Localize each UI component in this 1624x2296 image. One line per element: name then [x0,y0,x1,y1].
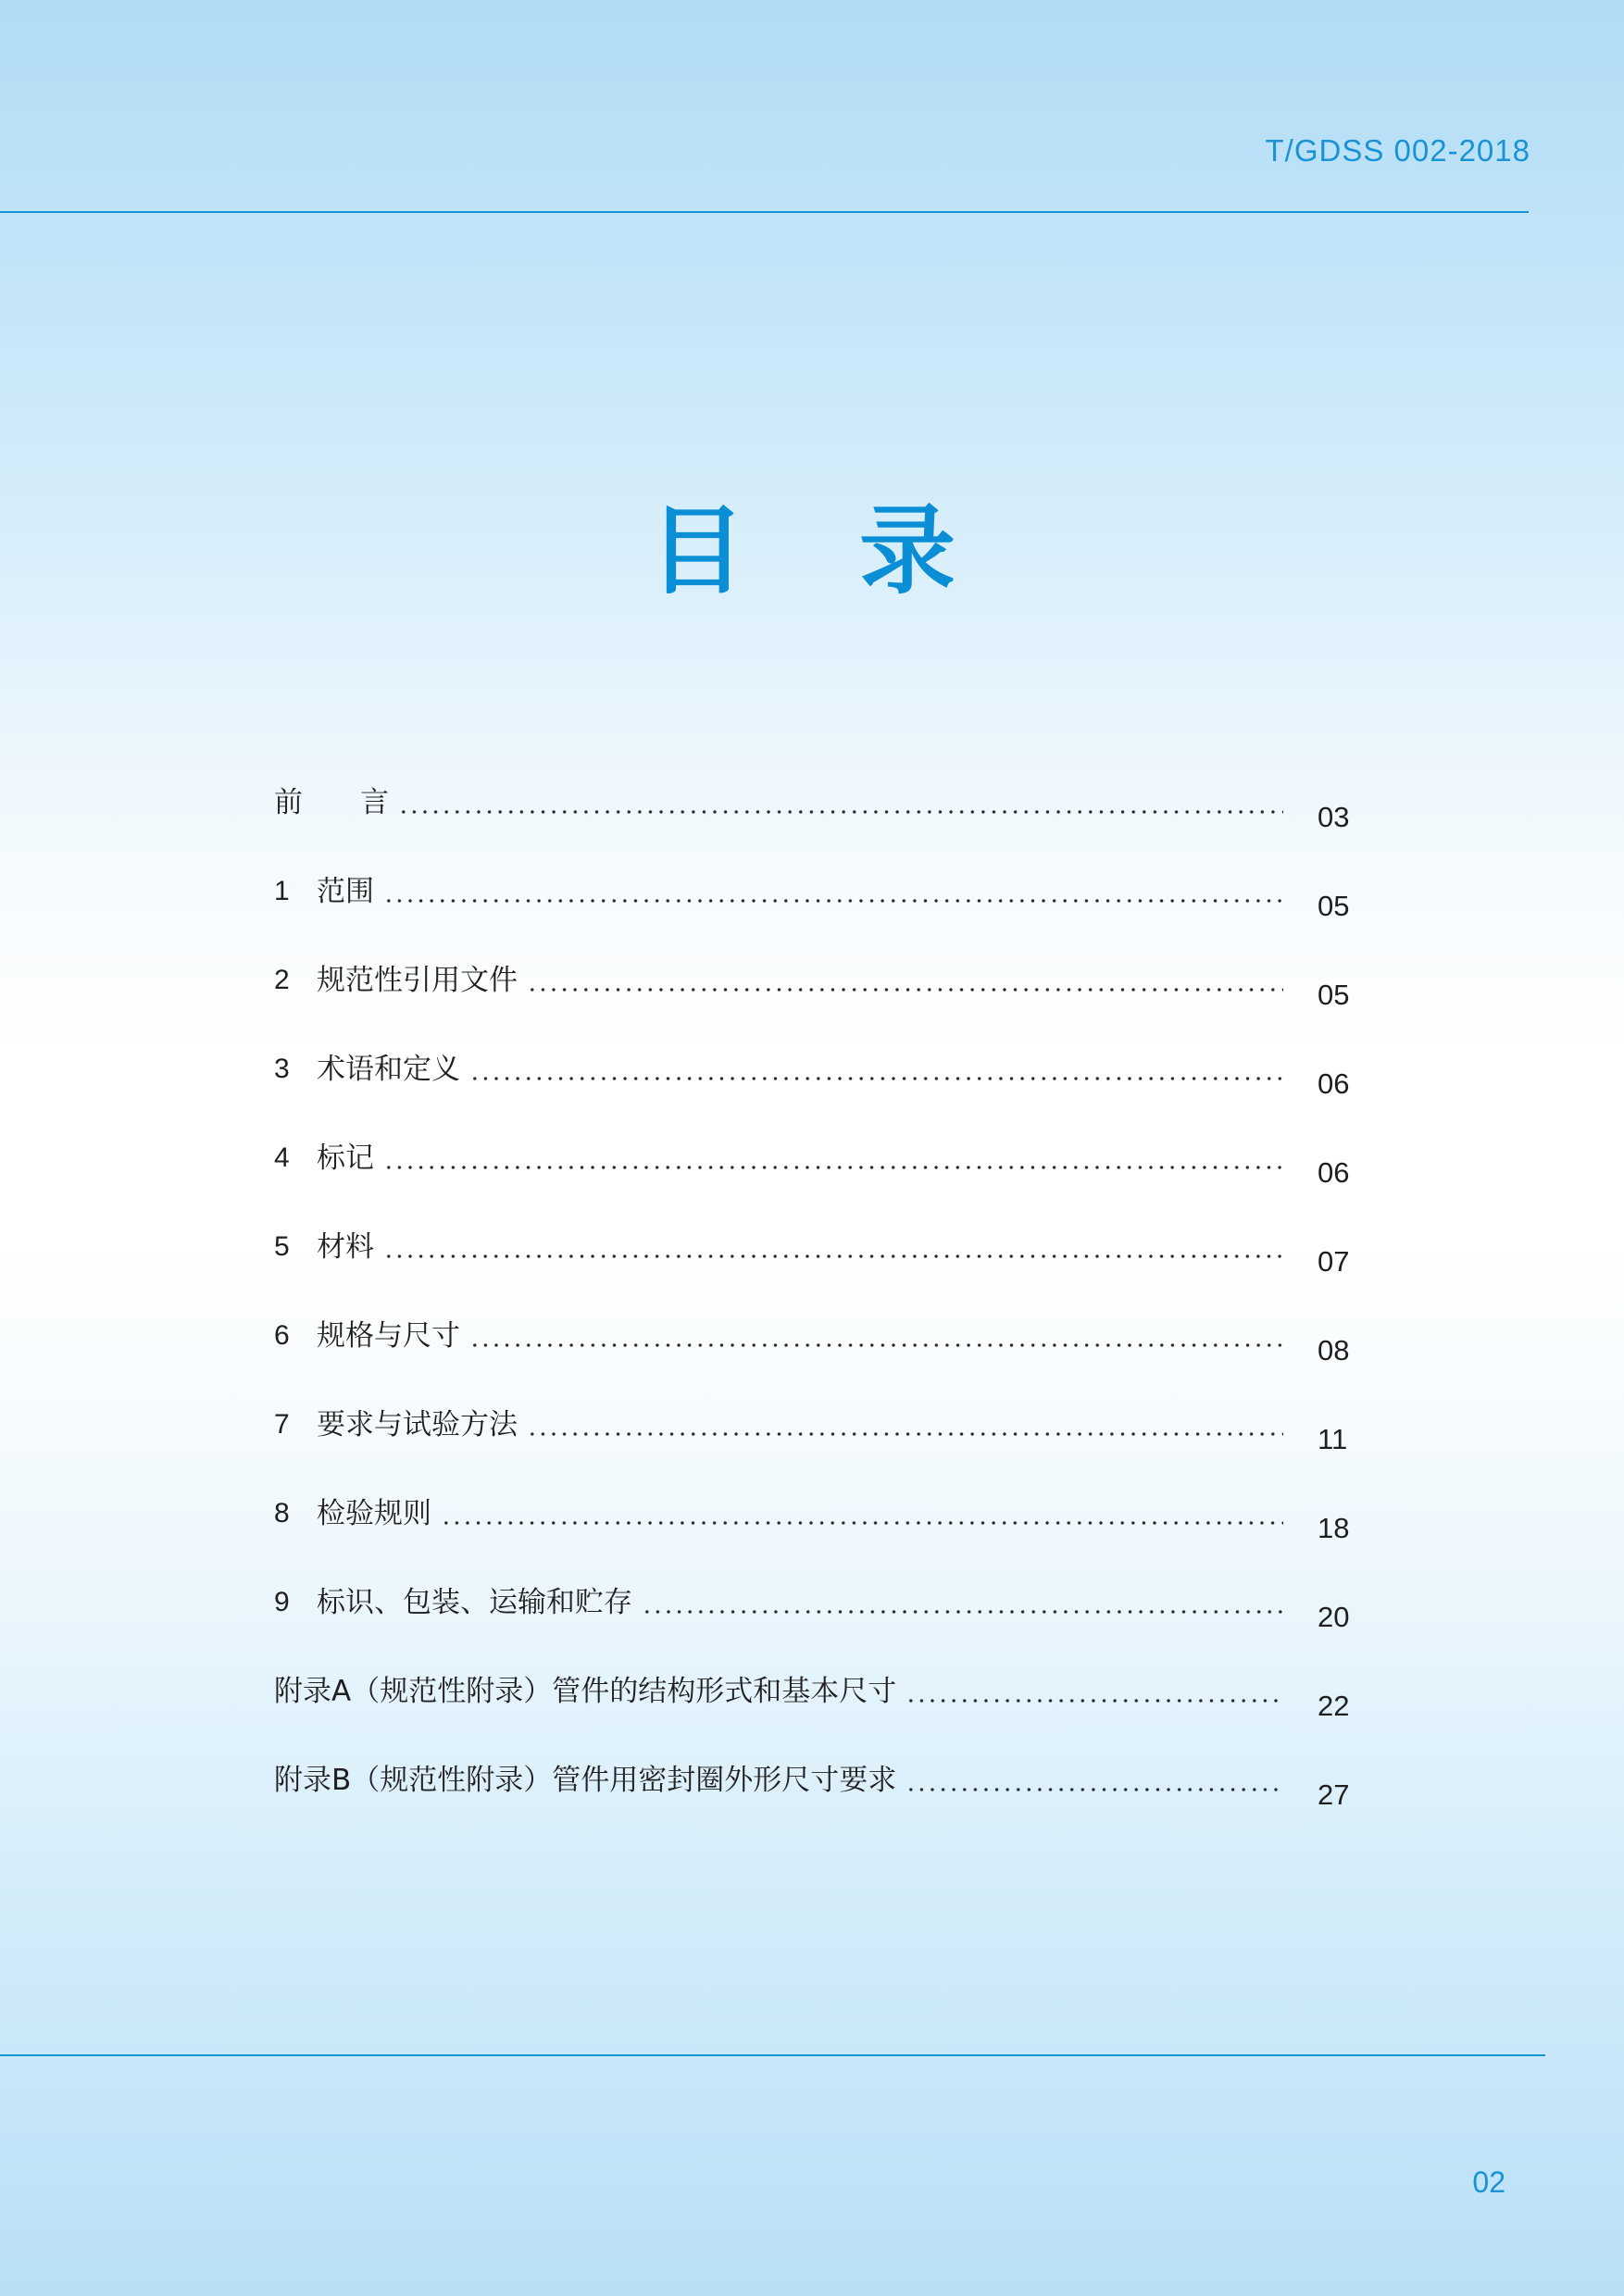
toc-leader-dots [383,873,1283,910]
toc-leader-dots [469,1051,1283,1088]
toc-entry-page: 06 [1318,1156,1350,1189]
toc-entry-page: 05 [1318,979,1350,1011]
toc-entry-number: 4 [274,1142,290,1173]
toc-entry-page: 27 [1318,1778,1350,1811]
toc-leader-dots [398,784,1283,821]
toc-entry-page: 08 [1318,1334,1350,1366]
page-number: 02 [1472,2165,1505,2199]
toc-entry-label: 材料 [317,1230,374,1264]
toc-entry [274,784,1351,873]
toc-entry-number: 3 [274,1054,290,1084]
toc-entry [274,1140,1351,1229]
toc-entry-label: 规范性引用文件 [317,964,518,997]
toc-title-char: 录 [859,494,956,607]
toc-entry-label: 标记 [317,1142,374,1175]
toc-entry-page: 07 [1318,1245,1350,1278]
toc-entry [274,1229,1351,1317]
toc-entry-label: 附录A（规范性附录）管件的结构形式和基本尺寸 [274,1675,897,1708]
toc-leader-dots [906,1762,1283,1799]
toc-entry [274,1051,1351,1140]
toc-entry-number: 9 [274,1587,290,1617]
toc-entry-page: 22 [1318,1690,1350,1722]
toc-title-char: 目 [649,494,746,607]
toc-entry-number: 6 [274,1320,290,1351]
toc-entry-number: 2 [274,965,290,995]
toc-leader-dots [906,1673,1283,1710]
toc-entry [274,873,1351,962]
toc-entry [274,1317,1351,1406]
toc-entry-page: 06 [1318,1067,1350,1100]
toc-entry-page: 03 [1318,801,1350,833]
toc-leader-dots [383,1140,1283,1177]
toc-entry-number: 1 [274,876,290,906]
toc-entry [274,1495,1351,1584]
toc-entry-label: 检验规则 [317,1497,431,1530]
toc-leader-dots [441,1495,1283,1532]
toc-leader-dots [469,1317,1283,1354]
toc-leader-dots [642,1584,1283,1621]
toc-leader-dots [527,962,1283,999]
toc-entry [274,1584,1351,1673]
toc-entry-label: 附录B（规范性附录）管件用密封圈外形尺寸要求 [274,1764,897,1797]
toc-entry-label: 术语和定义 [317,1053,460,1086]
toc-leader-dots [527,1406,1283,1443]
toc-entry-label: 要求与试验方法 [317,1408,518,1441]
toc-entry-number: 7 [274,1409,290,1440]
toc-entry [274,1673,1351,1762]
toc-entry-label: 前 言 [274,786,389,819]
toc-entry-page: 05 [1318,890,1350,922]
toc-entry-page: 11 [1318,1423,1348,1455]
toc-entry-number: 5 [274,1231,290,1262]
document-code-header: T/GDSS 002-2018 [1265,133,1530,168]
toc-leader-dots [383,1229,1283,1266]
toc-entry-label: 标识、包装、运输和贮存 [317,1586,632,1619]
header-rule [0,211,1529,213]
toc-entry-number: 8 [274,1498,290,1529]
toc-entry-label: 范围 [317,875,374,908]
toc-list [274,784,1351,1851]
toc-entry-page: 18 [1318,1512,1350,1544]
toc-entry [274,962,1351,1051]
footer-rule [0,2054,1545,2056]
toc-entry [274,1406,1351,1495]
toc-entry-page: 20 [1318,1601,1350,1633]
toc-entry [274,1762,1351,1851]
toc-entry-label: 规格与尺寸 [317,1319,460,1353]
